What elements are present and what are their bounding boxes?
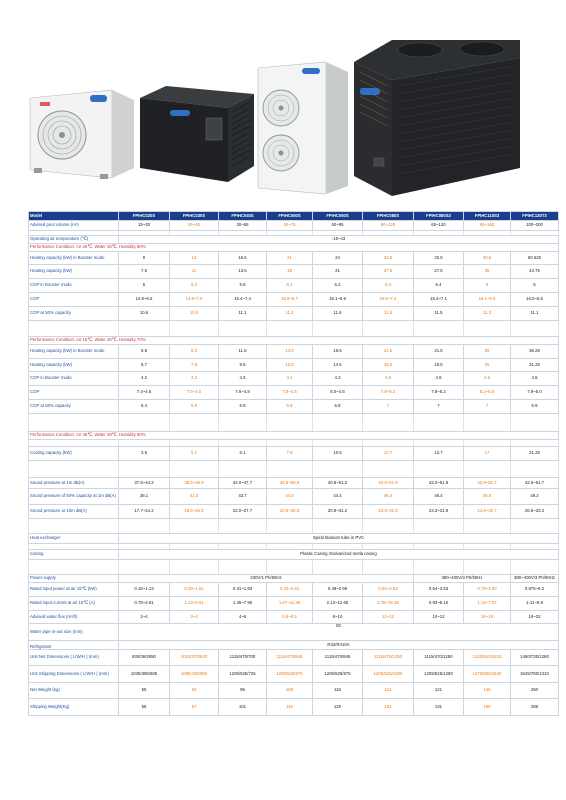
cell-value: 1010/370/620 — [170, 650, 219, 666]
cell-value: 11.6 — [313, 307, 363, 321]
cell-value: 32.5 — [363, 252, 414, 265]
cell-value: 15.5~7.2 — [363, 293, 414, 307]
cell-value: 11.1 — [219, 307, 267, 321]
cell-value: 10.5 — [170, 307, 219, 321]
cell-value: 6.4 — [363, 279, 414, 293]
cell-value: 43.75 — [511, 265, 559, 279]
cell-value: 5.1 — [170, 447, 219, 461]
cell-value: 4.3 — [313, 372, 363, 386]
table-row — [29, 583, 559, 597]
model-name: FPIHC030S — [170, 212, 219, 221]
cell-value: -15~43 — [119, 236, 559, 244]
cell-value: 14.5 — [267, 345, 313, 359]
table-row — [29, 345, 559, 359]
brand-logo-icon — [90, 95, 107, 102]
cell-value: 11.2 — [267, 307, 313, 321]
cell-value: 6.4 — [414, 279, 464, 293]
table-row — [29, 611, 559, 624]
cell-value: 25~45 — [170, 221, 219, 231]
cell-value: 7.6~4.8 — [219, 386, 267, 400]
cell-value: 23.3~31.9 — [414, 505, 464, 519]
cell-value: 7.8~5.2 — [363, 386, 414, 400]
row-label: COP in Booster mode — [29, 372, 119, 386]
table-row — [29, 400, 559, 414]
product-image-small-split-unit — [30, 90, 134, 179]
cell-value: 21.25 — [511, 447, 559, 461]
row-label: Sound pressure at 1m dB(A) — [29, 478, 119, 489]
cell-value: 155 — [464, 699, 511, 716]
cell-value: 58 — [119, 699, 170, 716]
cell-value: 9 — [119, 252, 170, 265]
row-label: Advised pool volume (m³) — [29, 221, 119, 231]
cell-value: 11.3 — [464, 307, 511, 321]
row-label: Unit Shipping Dimensions ( L/W/H ) (mm) — [29, 666, 119, 683]
cell-value: 16.5 — [313, 345, 363, 359]
cell-value: 1205/525/975 — [313, 666, 363, 683]
cell-value: 380~400V/3 Ph/50Hz — [511, 575, 559, 583]
cell-value: 40.8~51.2 — [313, 478, 363, 489]
cell-value: 0.64~3.53 — [363, 583, 414, 597]
cell-value: 101 — [219, 699, 267, 716]
cell-value: 116 — [313, 683, 363, 699]
cell-value: 4.5 — [511, 372, 559, 386]
cell-value: 16.5 — [219, 252, 267, 265]
cell-value: 14.5 — [313, 359, 363, 372]
row-label: Advised water flux (m³/h) — [29, 611, 119, 624]
cell-value: 1115/470/945 — [313, 650, 363, 666]
cell-value: 11 — [170, 265, 219, 279]
cell-value: 4~6 — [219, 611, 267, 624]
cell-value: 16.0~6.5 — [511, 293, 559, 307]
cell-value: 0.28~1.52 — [170, 583, 219, 597]
table-row — [29, 478, 559, 489]
cell-value: 10.5 — [313, 447, 363, 461]
cell-value: 121 — [414, 683, 464, 699]
row-label: Heating capacity (kW) — [29, 265, 119, 279]
cell-value: 6.9 — [219, 400, 267, 414]
cell-value: 1035/395/585 — [119, 666, 170, 683]
section-title: Performance Condition: Air 26℃, Water 26℃, Humidity 80% — [29, 244, 559, 252]
cell-value: 17 — [464, 447, 511, 461]
cell-value: 250 — [511, 683, 559, 699]
cell-value: 18 — [267, 265, 313, 279]
cell-value: 18.5 — [414, 359, 464, 372]
row-label: Casing — [29, 550, 119, 560]
cell-value: 1115/470/700 — [219, 650, 267, 666]
section-title: Performance Condition: Air 15℃, Water 26℃, Humidity 70% — [29, 337, 559, 345]
cell-value: 42.5~51.7 — [511, 478, 559, 489]
model-name: FPIHC020S — [119, 212, 170, 221]
cell-value: 95 — [219, 683, 267, 699]
model-name: FPIHC110S3 — [464, 212, 511, 221]
cell-value: 1115/470/1250 — [414, 650, 464, 666]
cell-value: 4.2 — [119, 372, 170, 386]
cell-value: 121 — [363, 683, 414, 699]
cell-value: 8.2~5.0 — [464, 386, 511, 400]
row-label: Cooling capacity (kW) — [29, 447, 119, 461]
cell-value: 15~30 — [119, 221, 170, 231]
cell-value: 31.25 — [511, 359, 559, 372]
cell-value: 26.5~33.2 — [511, 505, 559, 519]
cell-value: 8.0~4.6 — [313, 386, 363, 400]
header-label: Model — [29, 212, 119, 221]
cell-value: 1.13~6.61 — [170, 597, 219, 611]
cell-value: 11.5 — [363, 307, 414, 321]
cell-value: 17.7~24.2 — [119, 505, 170, 519]
table-row — [29, 372, 559, 386]
cell-value: 7.8~5.2 — [414, 386, 464, 400]
cell-value: 6 — [464, 279, 511, 293]
cell-value: 18.5 — [363, 359, 414, 372]
cell-value: 21 — [267, 252, 313, 265]
cell-value: 7.5 — [119, 265, 170, 279]
cell-value: 380~400V/3 Ph/50Hz — [414, 575, 511, 583]
spacer-row — [29, 414, 559, 432]
cell-value: 0.93~5.10 — [414, 597, 464, 611]
cell-value: 50~95 — [313, 221, 363, 231]
section-title: Performance Condition: Air 35℃, Water 28℃, Humidity 80% — [29, 432, 559, 440]
cell-value: 21.5 — [414, 345, 464, 359]
cell-value: 30~55 — [219, 221, 267, 231]
cell-value: 131 — [363, 699, 414, 716]
cell-value: Spiral titanium tube in PVC — [119, 534, 559, 544]
cell-value: 29 — [464, 345, 511, 359]
spacer-row — [29, 519, 559, 534]
model-name: FPIHC080S3 — [414, 212, 464, 221]
cell-value: 2.78~15.35 — [363, 597, 414, 611]
cell-value: 38.1 — [119, 489, 170, 505]
cell-value: 24.8~32.7 — [464, 505, 511, 519]
cell-value: 930/360/550 — [119, 650, 170, 666]
cell-value: 63 — [170, 683, 219, 699]
table-row — [29, 293, 559, 307]
table-row — [29, 447, 559, 461]
cell-value: 6.4 — [119, 400, 170, 414]
cell-value: 24 — [313, 252, 363, 265]
cell-value: 7.5~4.6 — [170, 386, 219, 400]
cell-value: 12.6 — [267, 359, 313, 372]
cell-value: 7.9~5.0 — [511, 386, 559, 400]
table-row — [29, 359, 559, 372]
table-row — [29, 489, 559, 505]
cell-value: 38.6~45.9 — [170, 478, 219, 489]
cell-value: 7 — [414, 400, 464, 414]
brand-logo-icon — [302, 68, 320, 74]
cell-value: 0.78~4.90 — [464, 583, 511, 597]
cell-value: 1.13~7.07 — [464, 597, 511, 611]
cell-value: 43.3~51.9 — [363, 478, 414, 489]
cell-value: 2.13~12.65 — [313, 597, 363, 611]
cell-value: 46.4 — [414, 489, 464, 505]
brand-logo-icon — [360, 88, 380, 95]
cell-value: 6.2 — [313, 279, 363, 293]
cell-value: 16~18 — [464, 611, 511, 624]
cell-value: 12.7 — [414, 447, 464, 461]
cell-value: 7.8 — [170, 359, 219, 372]
cell-value: 7 — [464, 400, 511, 414]
cell-value: 1205/525/1280 — [363, 666, 414, 683]
cell-value: 60~120 — [363, 221, 414, 231]
cell-value: 4.3 — [170, 372, 219, 386]
cell-value: 67 — [170, 699, 219, 716]
table-row — [29, 624, 559, 641]
cell-value: 32.5 — [414, 252, 464, 265]
table-row — [29, 279, 559, 293]
cell-value: 15.4~7.4 — [219, 293, 267, 307]
cell-value: 0.18~1.13 — [119, 583, 170, 597]
cell-value: 6.8 — [119, 345, 170, 359]
cell-value: 100~200 — [511, 221, 559, 231]
model-name: FPIHC050S — [267, 212, 313, 221]
cell-value: 6.5~8.5 — [267, 611, 313, 624]
cell-value: 6 — [119, 279, 170, 293]
cell-value: 6.9 — [511, 400, 559, 414]
row-label: COP at 50% capacity — [29, 400, 119, 414]
cell-value: 16.1~6.9 — [313, 293, 363, 307]
cell-value: 44.5 — [267, 489, 313, 505]
cell-value: 6.8 — [170, 400, 219, 414]
table-row — [29, 597, 559, 611]
cell-value: 46.4 — [363, 489, 414, 505]
cell-value: 1115/470/945 — [267, 650, 313, 666]
cell-value: 4.6 — [464, 372, 511, 386]
cell-value: 46.8 — [464, 489, 511, 505]
cell-value: 21.5 — [363, 345, 414, 359]
cell-value: 49.2 — [511, 489, 559, 505]
product-image-large-commercial-unit — [354, 40, 520, 196]
brand-logo-icon — [170, 110, 190, 116]
row-label: COP — [29, 386, 119, 400]
cell-value: 9.3 — [170, 345, 219, 359]
cell-value: 23.3~31.9 — [363, 505, 414, 519]
cell-value: 9.5 — [219, 359, 267, 372]
cell-value: 5.7 — [119, 359, 170, 372]
cell-value: 1205/525/725 — [219, 666, 267, 683]
cell-value: 43.7 — [219, 489, 267, 505]
cell-value: 44.4 — [313, 489, 363, 505]
cell-value: 10~12 — [363, 611, 414, 624]
cell-value: 131 — [414, 699, 464, 716]
row-label: COP at 50% capacity — [29, 307, 119, 321]
cell-value: 13.5 — [219, 265, 267, 279]
cell-value: 15.4~7.1 — [414, 293, 464, 307]
cell-value: 15.9~6.7 — [267, 293, 313, 307]
cell-value: 42.9~50.8 — [267, 478, 313, 489]
cell-value: 7.4~4.6 — [119, 386, 170, 400]
table-row — [29, 252, 559, 265]
cell-value: 55 — [119, 683, 170, 699]
row-label: Heating capacity (kW) in Booster mode — [29, 252, 119, 265]
cell-value: 3~4 — [170, 611, 219, 624]
table-row — [29, 505, 559, 519]
cell-value: 4.6 — [363, 372, 414, 386]
cell-value: 2~4 — [119, 611, 170, 624]
cell-value: 50 — [119, 624, 559, 641]
cell-value: 7.8~4.5 — [267, 386, 313, 400]
cell-value: 0.43~2.61 — [267, 583, 313, 597]
cell-value: 90~160 — [464, 221, 511, 231]
table-row — [29, 666, 559, 683]
cell-value: 35 — [464, 265, 511, 279]
model-name: FPIHC080S — [363, 212, 414, 221]
cell-value: 1.87~11.35 — [267, 597, 313, 611]
spacer-row — [29, 321, 559, 337]
cell-value: 145 — [464, 683, 511, 699]
cell-value: 230V/1 Ph/50Hz — [119, 575, 414, 583]
table-header-row — [29, 212, 559, 221]
cell-value: 1450/730/1260 — [511, 650, 559, 666]
cell-value: 4.2 — [267, 372, 313, 386]
cell-value: 1545/780/1310 — [511, 666, 559, 683]
cell-value: 6.8 — [313, 400, 363, 414]
table-row — [29, 550, 559, 560]
row-label: Net Weight (kg) — [29, 683, 119, 699]
row-label: Unit Net Dimensions ( L/W/H ) (mm) — [29, 650, 119, 666]
cell-value: 40.5 — [464, 252, 511, 265]
table-row — [29, 699, 559, 716]
product-photo-strip — [0, 0, 566, 205]
cell-value: 1.41~8.8 — [511, 597, 559, 611]
cell-value: 1270/555/1540 — [464, 666, 511, 683]
cell-value: 20.8~31.2 — [313, 505, 363, 519]
table-row — [29, 575, 559, 583]
cell-value: 0.49~2.96 — [313, 583, 363, 597]
cell-value: 8~10 — [313, 611, 363, 624]
cell-value: 40~75 — [267, 221, 313, 231]
product-image-twin-fan-vertical-unit — [258, 62, 348, 194]
row-label: COP — [29, 293, 119, 307]
cell-value: 50.625 — [511, 252, 559, 265]
section-row — [29, 244, 559, 252]
cell-value: 18.6~26.9 — [170, 505, 219, 519]
cell-value: 1115/470/1250 — [363, 650, 414, 666]
cell-value: 0.31~1.83 — [219, 583, 267, 597]
row-label: Sound pressure at 10m dB(A) — [29, 505, 119, 519]
cell-value: 6.1 — [219, 447, 267, 461]
row-label: Shipping Weight(Kg) — [29, 699, 119, 716]
cell-value: 108 — [267, 683, 313, 699]
specification-table — [28, 211, 559, 716]
cell-value: 65~120 — [414, 221, 464, 231]
cell-value: 16.1~6.6 — [464, 293, 511, 307]
cell-value: R32/R410A — [119, 641, 559, 650]
row-label: Rated input current at air 15℃ (A) — [29, 597, 119, 611]
cell-value: 42.0~47.7 — [219, 478, 267, 489]
cell-value: Plastic Casing /Galvanized metla casing — [119, 550, 559, 560]
cell-value: 36.25 — [511, 345, 559, 359]
spacer-row — [29, 440, 559, 447]
cell-value: 1.35~7.96 — [219, 597, 267, 611]
section-row — [29, 337, 559, 345]
cell-value: 1205/525/1280 — [414, 666, 464, 683]
cell-value: 27.5 — [414, 265, 464, 279]
row-label: Heating capacity (kW) — [29, 359, 119, 372]
table-row — [29, 221, 559, 231]
table-row — [29, 534, 559, 544]
table-row — [29, 650, 559, 666]
cell-value: 22.9~30.8 — [267, 505, 313, 519]
cell-value: 11.5 — [219, 345, 267, 359]
section-row — [29, 432, 559, 440]
row-label: COP in Booster mode — [29, 279, 119, 293]
cell-value: 14.9~7.0 — [170, 293, 219, 307]
cell-value: 0.78~4.91 — [119, 597, 170, 611]
table-row — [29, 641, 559, 650]
cell-value: 13 — [170, 252, 219, 265]
row-label: Water pipe in-out size (mm) — [29, 624, 119, 641]
cell-value: 1220/510/1515 — [464, 650, 511, 666]
cell-value: 6.4 — [170, 279, 219, 293]
cell-value: 5.6 — [219, 279, 267, 293]
table-row — [29, 683, 559, 699]
cell-value: 10.6 — [119, 307, 170, 321]
cell-value: 18~22 — [511, 611, 559, 624]
cell-value: 12.7 — [363, 447, 414, 461]
cell-value: 6.1 — [267, 279, 313, 293]
cell-value: 25 — [464, 359, 511, 372]
spacer-row — [29, 560, 559, 575]
model-name: FPIHC040S — [219, 212, 267, 221]
cell-value: 4.6 — [414, 372, 464, 386]
table-row — [29, 386, 559, 400]
model-name: FPIHC060S — [313, 212, 363, 221]
cell-value: 22.0~27.7 — [219, 505, 267, 519]
row-label: Power supply — [29, 575, 119, 583]
table-row — [29, 307, 559, 321]
cell-value: 288 — [511, 699, 559, 716]
cell-value: 7 — [363, 400, 414, 414]
cell-value: 7.8 — [267, 447, 313, 461]
cell-value: 1205/525/975 — [267, 666, 313, 683]
table-row — [29, 265, 559, 279]
cell-value: 42.8~51.7 — [464, 478, 511, 489]
cell-value: 37.8~44.2 — [119, 478, 170, 489]
cell-value: 43.3~51.9 — [414, 478, 464, 489]
cell-value: 125 — [313, 699, 363, 716]
cell-value: 0.64~3.53 — [414, 583, 464, 597]
row-label: Rated input power at air 15℃ (kW) — [29, 583, 119, 597]
cell-value: 3.5 — [119, 447, 170, 461]
table-row — [29, 236, 559, 244]
cell-value: 41.3 — [170, 489, 219, 505]
cell-value: 116 — [267, 699, 313, 716]
cell-value: 27.5 — [363, 265, 414, 279]
cell-value: 11.5 — [414, 307, 464, 321]
row-label: Heating capacity (kW) in Booster mode — [29, 345, 119, 359]
cell-value: 14.8~6.6 — [119, 293, 170, 307]
spacer-row — [29, 461, 559, 478]
cell-value: 11.1 — [511, 307, 559, 321]
row-label: Operating air temperature (℃) — [29, 236, 119, 244]
cell-value: 1095/405/650 — [170, 666, 219, 683]
cell-value: 10~12 — [414, 611, 464, 624]
model-name: FPIHC130T3 — [511, 212, 559, 221]
product-image-horizontal-black-unit — [140, 86, 254, 182]
row-label: Sound pressure of 50% capacity at 1m dB(A) — [29, 489, 119, 505]
row-label: Heat exchanger — [29, 534, 119, 544]
cell-value: 4.5 — [219, 372, 267, 386]
cell-value: 6.8 — [267, 400, 313, 414]
cell-value: 21 — [313, 265, 363, 279]
cell-value: 6 — [511, 279, 559, 293]
cell-value: 0.975~6.2 — [511, 583, 559, 597]
row-label: Refrigerant — [29, 641, 119, 650]
